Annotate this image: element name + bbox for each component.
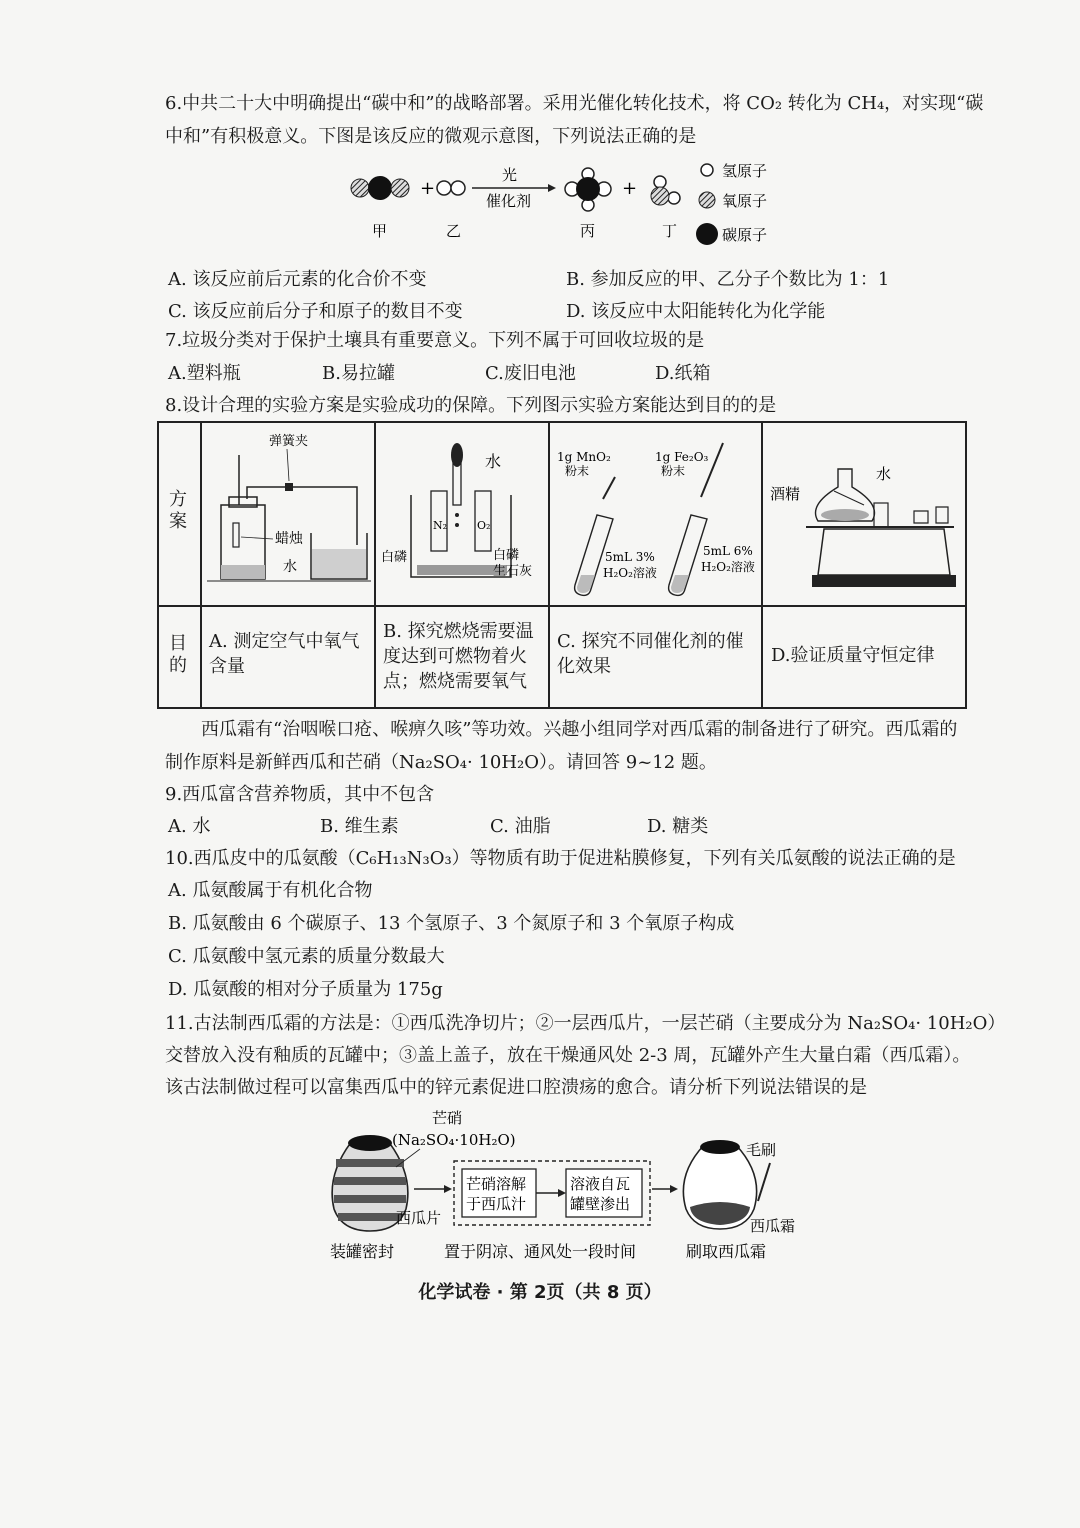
label-6pct: 5mL 6% — [703, 544, 753, 558]
label-powder-2: 粉末 — [661, 464, 686, 478]
row-header-purpose-text: 目的 — [169, 633, 187, 676]
q8-table — [157, 421, 967, 709]
q9-option-c[interactable]: C. 油脂 — [490, 816, 551, 837]
row-header-purpose — [168, 633, 192, 677]
q11-flow-diagram — [320, 1105, 810, 1265]
dropper-bulb-icon — [451, 443, 463, 467]
q9-option-d[interactable]: D. 糖类 — [647, 816, 709, 837]
brush-icon — [758, 1163, 770, 1201]
process-box-2-line2: 罐壁渗出 — [570, 1195, 631, 1213]
purpose-a[interactable]: A. 测定空气中氧气含量 — [209, 631, 360, 677]
q6-option-b[interactable]: B. 参加反应的甲、乙分子个数比为 1：1 — [566, 269, 890, 290]
label-yi: 乙 — [446, 222, 462, 240]
process-box-1-line2: 于西瓜汁 — [466, 1195, 527, 1213]
label-water-d: 水 — [876, 465, 892, 483]
q6-option-d[interactable]: D. 该反应中太阳能转化为化学能 — [566, 301, 826, 322]
label-frost: 西瓜霜 — [750, 1217, 796, 1235]
candle-icon — [233, 523, 239, 547]
q7-option-b[interactable]: B.易拉罐 — [322, 363, 395, 384]
label-ding: 丁 — [662, 222, 678, 240]
purpose-b[interactable]: B. 探究燃烧需要温度达到可燃物着火点；燃烧需要氧气 — [383, 621, 534, 692]
legend-oxygen-icon — [699, 192, 715, 208]
legend-oxygen: 氧原子 — [722, 192, 768, 210]
q7-option-d[interactable]: D.纸箱 — [655, 363, 711, 384]
arrow-condition-light: 光 — [502, 166, 518, 184]
molecule-bing-ch4 — [565, 168, 611, 211]
molecule-jia-co2 — [351, 176, 409, 200]
label-quicklime: 生石灰 — [493, 564, 533, 579]
label-watermelon-slices: 西瓜片 — [396, 1209, 442, 1227]
q11-stem-line3: 该古法制做过程可以富集西瓜中的锌元素促进口腔溃疡的愈合。请分析下列说法错误的是 — [165, 1077, 867, 1098]
label-h2o2-1: H₂O₂溶液 — [603, 566, 657, 580]
legend-carbon: 碳原子 — [722, 226, 768, 244]
process-box-1-line1: 芒硝溶解 — [466, 1175, 527, 1193]
arrow-condition-catalyst: 催化剂 — [486, 192, 532, 210]
label-white-phosphorus-1: 白磷 — [381, 550, 408, 565]
label-o2: O₂ — [477, 519, 491, 532]
label-fe2o3: 1g Fe₂O₃ — [655, 450, 709, 464]
q7-option-a[interactable]: A.塑料瓶 — [168, 363, 241, 384]
plus-sign-1: + — [420, 178, 436, 199]
scheme-c-apparatus — [551, 425, 759, 603]
scheme-d-balance — [764, 425, 964, 603]
q6-stem-line1: 6.中共二十大中明确提出“碳中和”的战略部署。采用光催化转化技术，将 CO₂ 转化为 CH₄，对实现“碳 — [165, 93, 984, 114]
purpose-c[interactable]: C. 探究不同催化剂的催化效果 — [557, 631, 744, 677]
q11-stem-line2: 交替放入没有釉质的瓦罐中；③盖上盖子，放在干燥通风处 2-3 周，瓦罐外产生大量白霜（西瓜霜）。 — [165, 1045, 971, 1066]
scheme-b-apparatus — [377, 425, 547, 603]
label-white-phosphorus-2: 白磷 — [493, 548, 520, 563]
intro-paragraph: 西瓜霜有“治咽喉口疮、喉痹久咳”等功效。兴趣小组同学对西瓜霜的制备进行了研究。西瓜霜的制作原料是新鲜西瓜和芒硝（Na₂SO₄· 10H₂O）。请回答 9~12 题。 — [165, 719, 958, 773]
step-2-label: 置于阴凉、通风处一段时间 — [444, 1242, 637, 1261]
q7-option-c[interactable]: C.废旧电池 — [485, 363, 576, 384]
legend-hydrogen-icon — [701, 164, 713, 176]
q11-stem-line1: 11.古法制西瓜霜的方法是：①西瓜洗净切片；②一层西瓜片，一层芒硝（主要成分为 Na₂SO₄· 10H₂O） — [165, 1013, 1006, 1034]
label-water-b: 水 — [485, 452, 502, 471]
q10-option-d[interactable]: D. 瓜氨酸的相对分子质量为 175g — [168, 979, 443, 1000]
q10-option-a[interactable]: A. 瓜氨酸属于有机化合物 — [168, 880, 373, 901]
page-footer: 化学试卷 · 第 2页（共 8 页） — [418, 1282, 662, 1303]
molecule-ding-h2o — [651, 176, 680, 205]
q9-option-b[interactable]: B. 维生素 — [320, 816, 399, 837]
label-bing: 丙 — [580, 222, 596, 240]
label-spring-clip: 弹簧夹 — [269, 434, 309, 449]
label-3pct: 5mL 3% — [605, 550, 655, 564]
label-mno2: 1g MnO₂ — [557, 450, 611, 464]
spring-clip-icon — [285, 483, 293, 491]
molecule-yi-h2 — [437, 181, 465, 195]
label-candle: 蜡烛 — [275, 531, 303, 547]
spatula-1-icon — [603, 477, 615, 499]
label-brush: 毛刷 — [746, 1141, 777, 1159]
step-3-label: 刷取西瓜霜 — [686, 1242, 767, 1261]
label-alcohol: 酒精 — [770, 485, 801, 503]
q10-option-b[interactable]: B. 瓜氨酸由 6 个碳原子、13 个氢原子、3 个氮原子和 3 个氧原子构成 — [168, 913, 735, 934]
label-powder-1: 粉末 — [565, 464, 590, 478]
legend-carbon-icon — [696, 223, 718, 245]
row-header-scheme-text: 方案 — [169, 489, 187, 532]
q10-stem: 10.西瓜皮中的瓜氨酸（C₆H₁₃N₃O₃）等物质有助于促进粘膜修复，下列有关瓜氨酸的说法正确的是 — [165, 848, 956, 869]
q8-stem: 8.设计合理的实验方案是实验成功的保障。下列图示实验方案能达到目的的是 — [165, 395, 777, 416]
q9-stem: 9.西瓜富含营养物质，其中不包含 — [165, 784, 435, 805]
scheme-a-apparatus — [203, 425, 373, 603]
label-mangxiao-formula: (Na₂SO₄·10H₂O) — [392, 1131, 516, 1149]
q7-stem: 7.垃圾分类对于保护土壤具有重要意义。下列不属于可回收垃圾的是 — [165, 330, 705, 351]
q6-option-a[interactable]: A. 该反应前后元素的化合价不变 — [168, 269, 427, 290]
step-1-label: 装罐密封 — [330, 1242, 395, 1261]
q9-option-a[interactable]: A. 水 — [168, 816, 211, 837]
purpose-d[interactable]: D.验证质量守恒定律 — [771, 645, 935, 666]
q6-stem-line2: 中和”有积极意义。下图是该反应的微观示意图，下列说法正确的是 — [165, 126, 697, 147]
process-box-2-line1: 溶液自瓦 — [570, 1175, 631, 1193]
label-mangxiao: 芒硝 — [432, 1109, 463, 1127]
q6-option-c[interactable]: C. 该反应前后分子和原子的数目不变 — [168, 301, 463, 322]
plus-sign-2: + — [622, 178, 638, 199]
q6-reaction-diagram — [340, 160, 790, 250]
label-n2: N₂ — [433, 519, 448, 532]
label-water-a: 水 — [283, 559, 297, 575]
legend-hydrogen: 氢原子 — [722, 162, 768, 180]
label-jia: 甲 — [372, 222, 388, 240]
row-header-scheme — [168, 489, 192, 533]
label-h2o2-2: H₂O₂溶液 — [701, 560, 755, 574]
q10-option-c[interactable]: C. 瓜氨酸中氢元素的质量分数最大 — [168, 946, 445, 967]
